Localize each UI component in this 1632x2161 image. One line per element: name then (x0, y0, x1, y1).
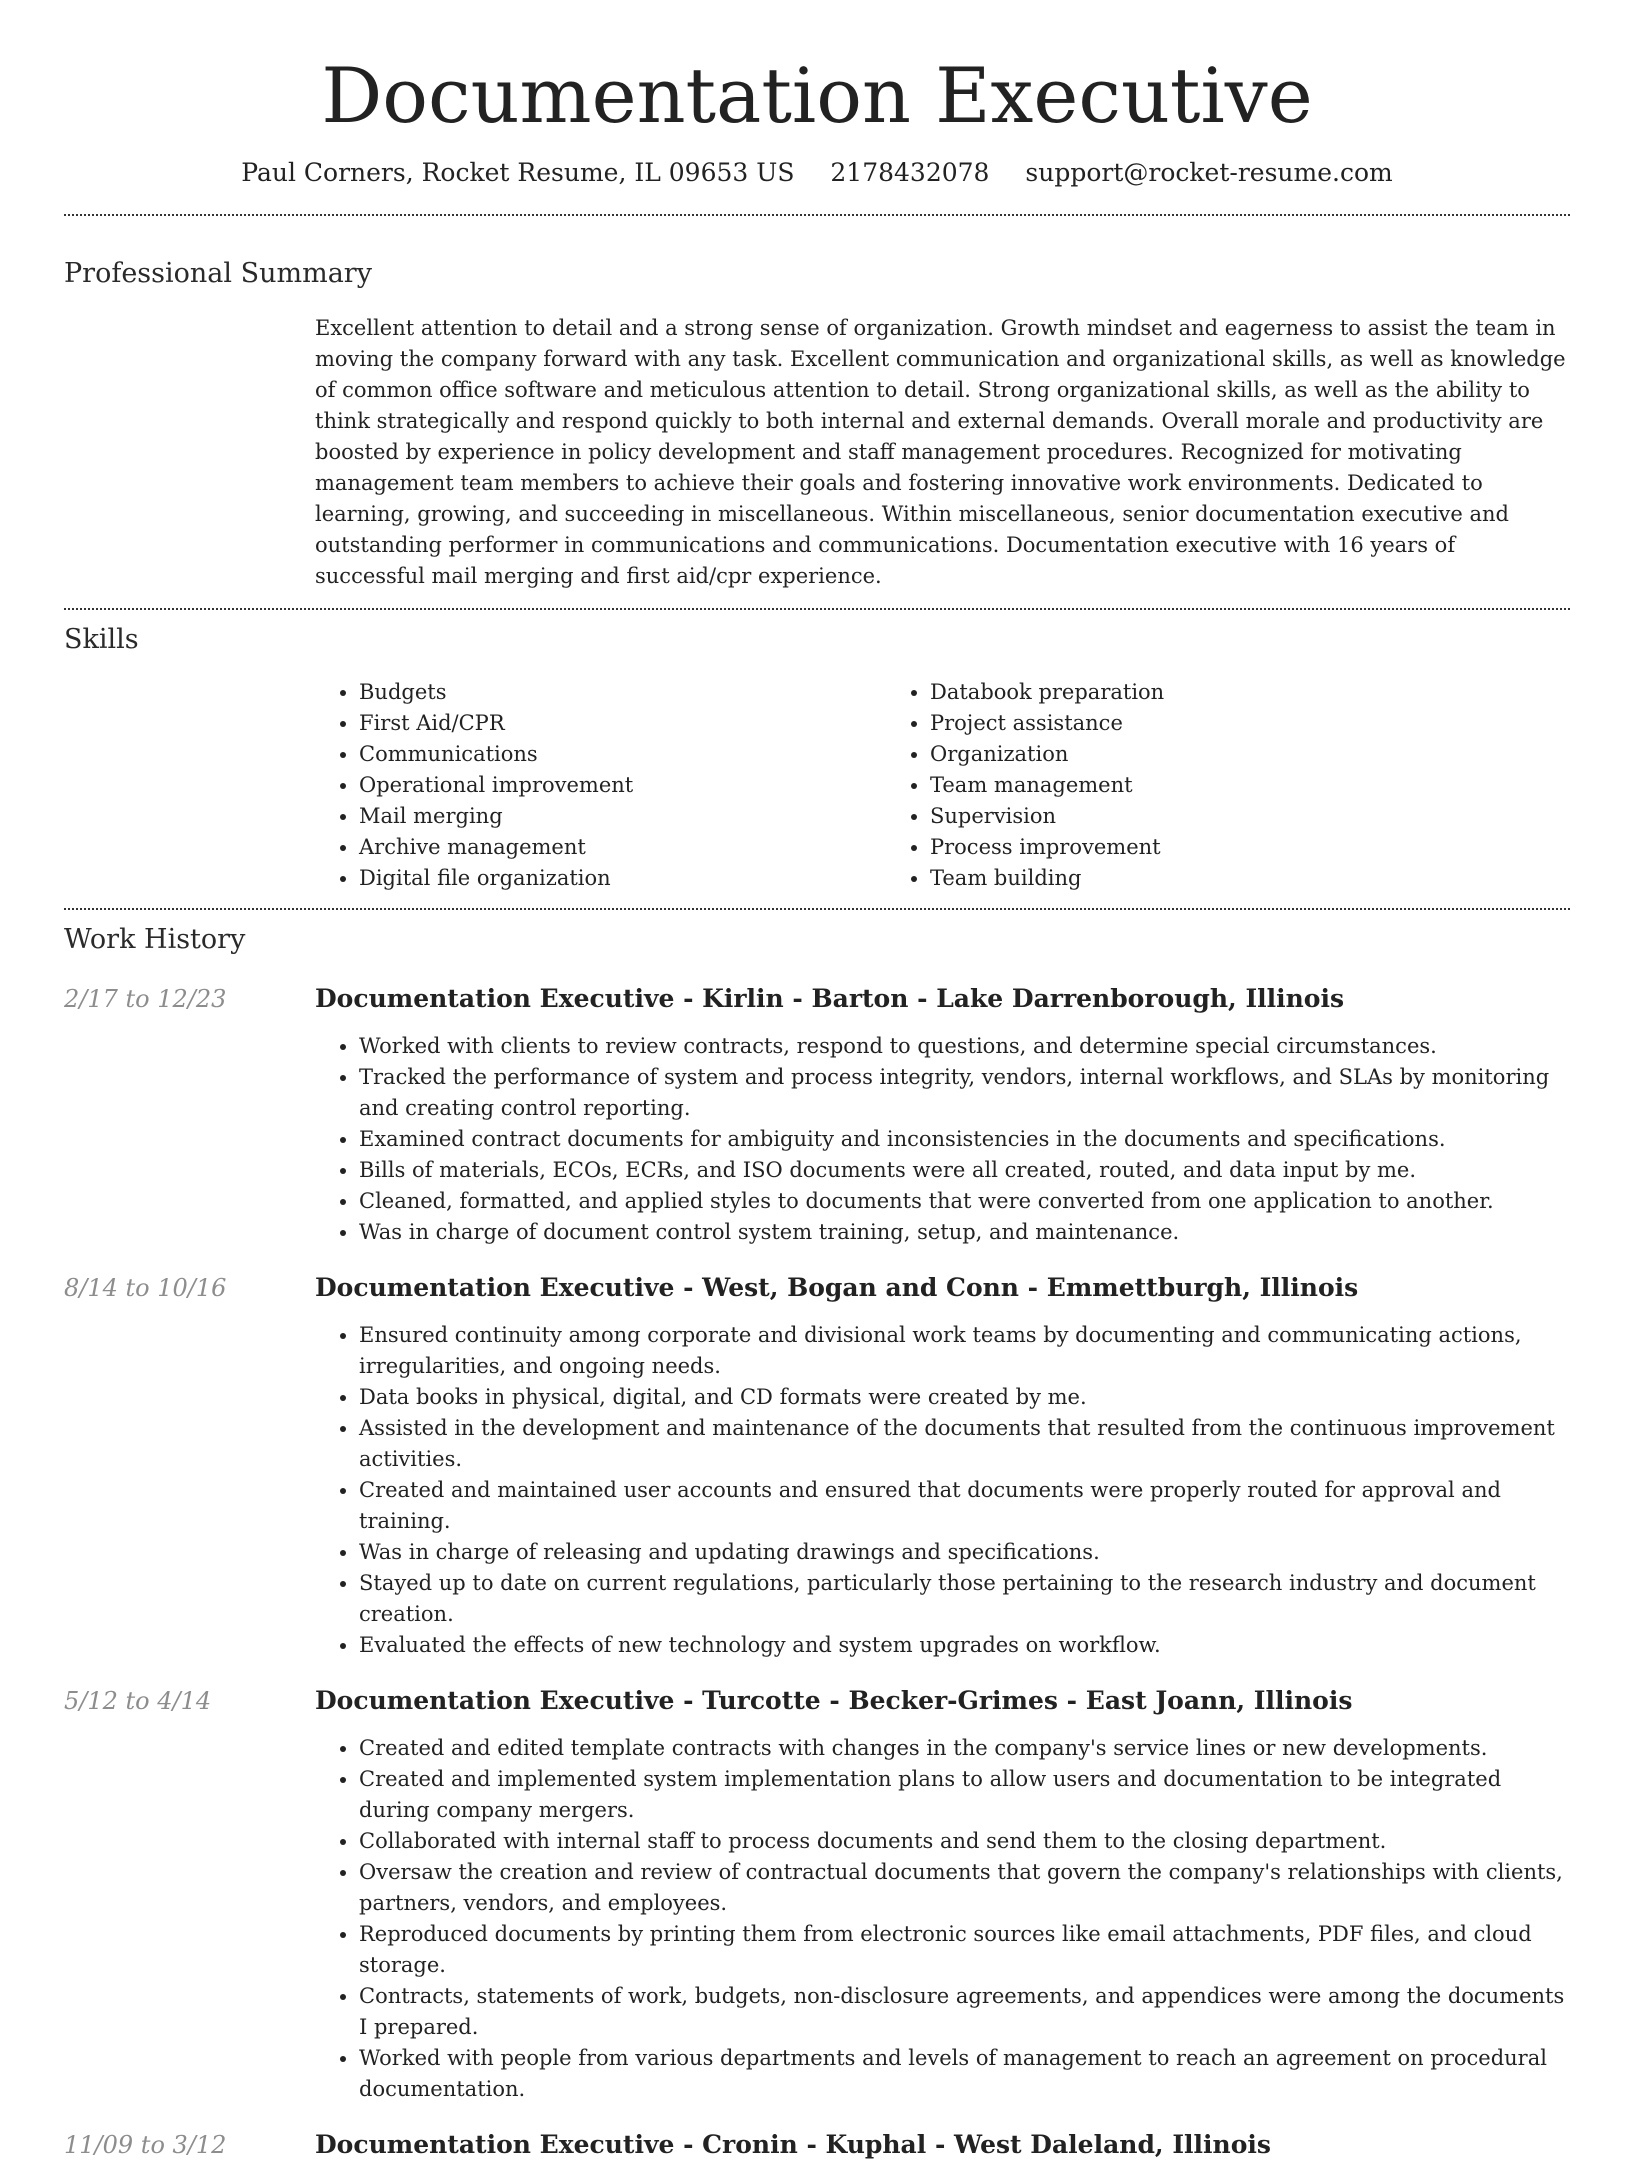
work-section (64, 922, 1570, 2161)
job-body (315, 983, 1570, 1248)
job-bullet: • Tracked the performance of system and process integrity, vendors, internal workflows, and SLAs by monitoring and creating control reporting. (359, 1062, 1570, 1124)
skills-columns (315, 677, 1570, 894)
skill-item: • Organization (930, 739, 1457, 770)
skill-item: • Databook preparation (930, 677, 1457, 708)
skill-item: • Project assistance (930, 708, 1457, 739)
skill-item: • Team management (930, 770, 1457, 801)
job-bullet: • Stayed up to date on current regulations, particularly those pertaining to the research industry and document creation. (359, 1568, 1570, 1630)
job-entry (64, 1272, 1570, 1661)
skill-item: • First Aid/CPR (359, 708, 886, 739)
job-bullet: • Created and implemented system implementation plans to allow users and documentation to be integrated during company mergers. (359, 1764, 1570, 1826)
job-dates: 2/17 to 12/23 (64, 985, 227, 1014)
job-bullet: • Collaborated with internal staff to process documents and send them to the closing department. (359, 1826, 1570, 1857)
summary-text: Excellent attention to detail and a strong sense of organization. Growth mindset and eagerness to assist the team in moving the company forward with any task. Excellent communication and organizational skills, as well as knowledge of common office software and meticulous attention to detail. Strong organizational skills, as well as the ability to think strategically and respond quickly to both internal and external demands. Overall morale and productivity are boosted by experience in policy development and staff management procedures. Recognized for motivating management team members to achieve their goals and fostering innovative work environments. Dedicated to learning, growing, and succeeding in miscellaneous. Within miscellaneous, senior documentation executive and outstanding performer in communications and communications. Documentation executive with 16 years of successful mail merging and first aid/cpr experience. (315, 316, 1566, 589)
job-bullet: • Created and maintained user accounts and ensured that documents were properly routed for approval and training. (359, 1475, 1570, 1537)
divider (64, 214, 1570, 216)
job-bullet: • Assisted in the development and maintenance of the documents that resulted from the continuous improvement activities. (359, 1413, 1570, 1475)
contact-phone: 2178432078 (830, 158, 990, 188)
job-title: Documentation Executive - Cronin - Kuphal - West Daleland, Illinois (315, 2130, 1271, 2160)
job-bullet: • Was in charge of releasing and updating drawings and specifications. (359, 1537, 1570, 1568)
resume-page (64, 0, 1570, 2160)
job-title: Documentation Executive - Turcotte - Becker-Grimes - East Joann, Illinois (315, 1686, 1353, 1716)
job-dates: 8/14 to 10/16 (64, 1274, 227, 1303)
job-title: Documentation Executive - Kirlin - Barton - Lake Darrenborough, Illinois (315, 984, 1345, 1014)
job-bullets (315, 1733, 1570, 2105)
section-title-summary: Professional Summary (64, 258, 372, 290)
job-title: Documentation Executive - West, Bogan and Conn - Emmettburgh, Illinois (315, 1273, 1359, 1303)
job-bullet: • Created and edited template contracts with changes in the company's service lines or new developments. (359, 1733, 1570, 1764)
skill-item: • Team building (930, 863, 1457, 894)
contact-address: Paul Corners, Rocket Resume, IL 09653 US (241, 158, 795, 188)
job-bullet: • Contracts, statements of work, budgets, non-disclosure agreements, and appendices were among the documents I prepared. (359, 1981, 1570, 2043)
job-bullet: • Was in charge of document control system training, setup, and maintenance. (359, 1217, 1570, 1248)
job-body (315, 1272, 1570, 1661)
job-bullet: • Evaluated the effects of new technology and system upgrades on workflow. (359, 1630, 1570, 1661)
skills-list-left (315, 677, 886, 894)
job-bullet: • Examined contract documents for ambiguity and inconsistencies in the documents and specifications. (359, 1124, 1570, 1155)
job-bullet: • Worked with clients to review contracts, respond to questions, and determine special circumstances. (359, 1031, 1570, 1062)
job-bullet: • Data books in physical, digital, and CD formats were created by me. (359, 1382, 1570, 1413)
job-bullet: • Reproduced documents by printing them from electronic sources like email attachments, PDF files, and cloud storage. (359, 1919, 1570, 1981)
job-entry (64, 2129, 1570, 2161)
job-bullet: • Ensured continuity among corporate and divisional work teams by documenting and communicating actions, irregularities, and ongoing needs. (359, 1320, 1570, 1382)
skills-section (64, 622, 1570, 894)
job-dates: 11/09 to 3/12 (64, 2131, 227, 2160)
resume-name: Documentation Executive (321, 51, 1313, 140)
skill-item: • Communications (359, 739, 886, 770)
skill-item: • Process improvement (930, 832, 1457, 863)
job-entry (64, 983, 1570, 1248)
skills-list-right (886, 677, 1457, 894)
job-bullet: • Cleaned, formatted, and applied styles to documents that were converted from one application to another. (359, 1186, 1570, 1217)
job-body (315, 1685, 1570, 2105)
skill-item: • Operational improvement (359, 770, 886, 801)
job-bullet: • Worked with people from various departments and levels of management to reach an agreement on procedural documentation. (359, 2043, 1570, 2105)
job-body (315, 2129, 1570, 2161)
skill-item: • Mail merging (359, 801, 886, 832)
contact-line (64, 155, 1570, 190)
section-title-work: Work History (64, 924, 246, 956)
jobs-list (64, 983, 1570, 2161)
skill-item: • Archive management (359, 832, 886, 863)
summary-section (64, 256, 1570, 592)
divider (64, 608, 1570, 610)
job-bullets (315, 1320, 1570, 1661)
section-title-skills: Skills (64, 624, 139, 656)
job-dates: 5/12 to 4/14 (64, 1687, 212, 1716)
skill-item: • Digital file organization (359, 863, 886, 894)
contact-email: support@rocket-resume.com (1025, 158, 1393, 188)
divider (64, 908, 1570, 910)
job-bullets (315, 1031, 1570, 1248)
job-bullet: • Oversaw the creation and review of contractual documents that govern the company's relationships with clients, partners, vendors, and employees. (359, 1857, 1570, 1919)
skill-item: • Supervision (930, 801, 1457, 832)
job-entry (64, 1685, 1570, 2105)
job-bullet: • Bills of materials, ECOs, ECRs, and ISO documents were all created, routed, and data input by me. (359, 1155, 1570, 1186)
skill-item: • Budgets (359, 677, 886, 708)
